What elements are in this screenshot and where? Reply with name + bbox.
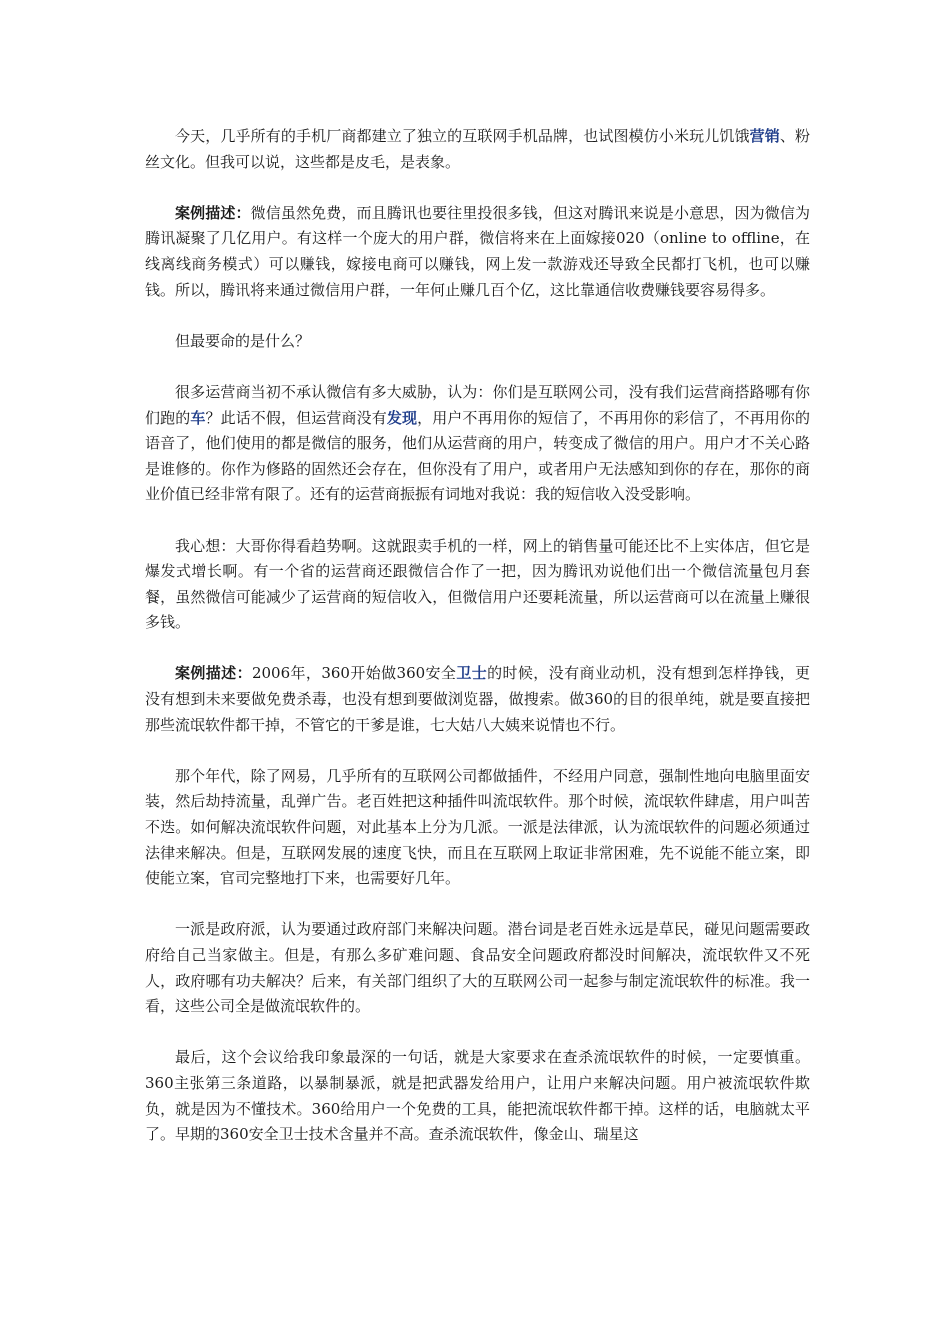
document-body [145, 124, 810, 1173]
paragraph-p3 [145, 329, 810, 355]
paragraph-p8 [145, 917, 810, 1019]
paragraph-text: 最后，这个会议给我印象最深的一句话，就是大家要求在查杀流氓软件的时候，一定要慎重。360主张第三条道路，以暴制暴派，就是把武器发给用户，让用户来解决问题。用户被流氓软件欺负，就是因为不懂技术。360给用户一个免费的工具，能把流氓软件都干掉。这样的话，电脑就太平了。早期的360安全卫士技术含量并不高。查杀流氓软件，像金山、瑞星这 [145, 1048, 810, 1144]
paragraph-text: 那个年代，除了网易，几乎所有的互联网公司都做插件，不经用户同意，强制性地向电脑里面安装，然后劫持流量，乱弹广告。老百姓把这种插件叫流氓软件。那个时候，流氓软件肆虐，用户叫苦不迭。如何解决流氓软件问题，对此基本上分为几派。一派是法律派，认为流氓软件的问题必须通过法律来解决。但是，互联网发展的速度飞快，而且在互联网上取证非常困难，先不说能不能立案，即使能立案，官司完整地打下来，也需要好几年。 [145, 766, 810, 888]
paragraph-text: 但最要命的是什么？ [175, 331, 311, 350]
keyword-link[interactable]: 车 [190, 408, 206, 427]
keyword-link[interactable]: 卫士 [456, 664, 488, 683]
paragraph-text: 2006年，360开始做360安全 [251, 664, 457, 683]
paragraph-text: 我心想：大哥你得看趋势啊。这就跟卖手机的一样，网上的销售量可能还比不上实体店，但它是爆发式增长啊。有一个省的运营商还跟微信合作了一把，因为腾讯劝说他们出一个微信流量包月套餐，虽然微信可能减少了运营商的短信收入，但微信用户还要耗流量，所以运营商可以在流量上赚很多钱。 [145, 536, 810, 632]
paragraph-p9 [145, 1045, 810, 1147]
case-label: 案例描述： [175, 203, 251, 222]
paragraph-p5 [145, 534, 810, 636]
keyword-link[interactable]: 营销 [749, 127, 780, 145]
keyword-link[interactable]: 发现 [386, 408, 418, 427]
paragraph-text: 今天，几乎所有的手机厂商都建立了独立的互联网手机品牌，也试图模仿小米玩儿饥饿 [175, 127, 750, 145]
paragraph-p2 [145, 201, 810, 303]
paragraph-p6 [145, 661, 810, 738]
paragraph-text: 的时候，没有商业动机，没有想到怎样挣钱，更没有想到未来要做免费杀毒，也没有想到要做浏览器，做搜索。做360的目的很单纯，就是要直接把那些流氓软件都干掉，不管它的干爹是谁，七大姑八大姨来说情也不行。 [145, 664, 810, 734]
case-label: 案例描述： [175, 664, 252, 683]
paragraph-text: 很多运营商当初不承认微信有多大威胁，认为：你们是互联网公司，没有我们运营商搭路哪有你们跑的 [145, 382, 810, 427]
paragraph-p7 [145, 764, 810, 892]
paragraph-text: ，用户不再用你的短信了，不再用你的彩信了，不再用你的语音了，他们使用的都是微信的服务，他们从运营商的用户，转变成了微信的用户。用户才不关心路是谁修的。你作为修路的固然还会存在，但你没有了用户，或者用户无法感知到你的存在，那你的商业价值已经非常有限了。还有的运营商振振有词地对我说：我的短信收入没受影响。 [145, 408, 810, 504]
paragraph-p1 [145, 124, 810, 175]
paragraph-text: 微信虽然免费，而且腾讯也要往里投很多钱，但这对腾讯来说是小意思，因为微信为腾讯凝聚了几亿用户。有这样一个庞大的用户群，微信将来在上面嫁接020（online to offline，在线离线商务模式）可以赚钱，嫁接电商可以赚钱，网上发一款游戏还导致全民都打飞机，也可以赚钱。所以，腾讯将来通过微信用户群，一年何止赚几百个亿，这比靠通信收费赚钱要容易得多。 [145, 203, 810, 299]
paragraph-text: 、粉丝文化。但我可以说，这些都是皮毛，是表象。 [145, 127, 810, 171]
paragraph-text: ？此话不假，但运营商没有 [205, 408, 387, 427]
paragraph-text: 一派是政府派，认为要通过政府部门来解决问题。潜台词是老百姓永远是草民，碰见问题需要政府给自己当家做主。但是，有那么多矿难问题、食品安全问题政府都没时间解决，流氓软件又不死人，政府哪有功夫解决？后来，有关部门组织了大的互联网公司一起参与制定流氓软件的标准。我一看，这些公司全是做流氓软件的。 [145, 920, 810, 1016]
paragraph-p4 [145, 380, 810, 508]
